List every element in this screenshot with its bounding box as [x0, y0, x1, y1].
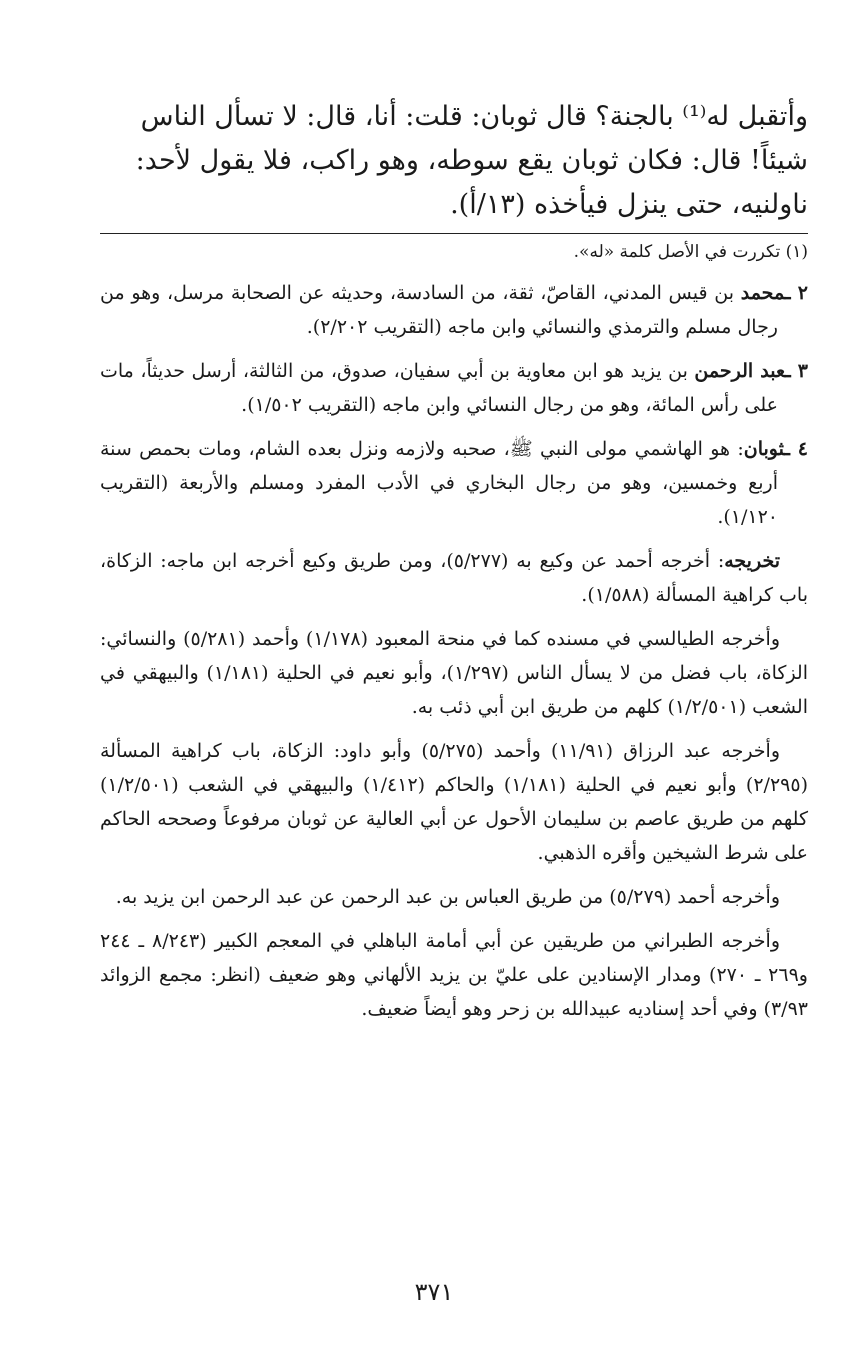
note-label: ثوبان: [743, 438, 785, 460]
note-item: [100, 354, 808, 422]
takhrij-paragraph: [100, 544, 808, 612]
book-page: [100, 95, 808, 1316]
footnote: (١) تكررت في الأصل كلمة «له».: [573, 242, 808, 262]
note-number: ٢ ـ: [784, 282, 808, 304]
note-item: [100, 276, 808, 344]
takhrij-text: وأخرجه أحمد (٥/٢٧٩) من طريق العباس بن عبد الرحمن عن عبد الرحمن ابن يزيد به.: [115, 886, 780, 908]
main-text-line: وأتقبل له⁽¹⁾ بالجنة؟ قال ثوبان: قلت: أنا، قال: لا تسأل الناس: [140, 101, 808, 132]
main-text: [100, 95, 808, 227]
takhrij-text: وأخرجه عبد الرزاق (١١/٩١) وأحمد (٥/٢٧٥) وأبو داود: الزكاة، باب كراهية المسألة (٢/٢٩٥) وأبو نعيم في الحلية (١/١٨١) والحاكم (١/٤١٢) والبيهقي في الشعب (١/٢/٥٠١) كلهم من طريق عاصم بن سليمان الأحول عن أبي العالية عن ثوبان مرفوعاً وصححه الحاكم على شرط الشيخين وأقره الذهبي.: [100, 740, 808, 864]
note-text: بن قيس المدني، القاصّ، ثقة، من السادسة، وحديثه عن الصحابة مرسل، وهو من رجال مسلم والترمذي والنسائي وابن ماجه (التقريب ٢/٢٠٢).: [100, 282, 778, 338]
main-text-line: ناولنيه، حتى ينزل فيأخذه (١٣/أ).: [450, 189, 808, 220]
takhrij-paragraph: [100, 880, 808, 914]
takhrij-paragraph: [100, 734, 808, 870]
note-label: عبد الرحمن: [694, 360, 786, 382]
footnote-divider: [100, 233, 808, 234]
main-text-line: شيئاً! قال: فكان ثوبان يقع سوطه، وهو راكب، فلا يقول لأحد:: [135, 145, 808, 176]
takhrij-paragraph: [100, 924, 808, 1026]
takhrij-label: تخريجه: [724, 550, 780, 572]
page-number: ٣٧١: [414, 1278, 454, 1306]
takhrij-text: وأخرجه الطبراني من طريقين عن أبي أمامة الباهلي في المعجم الكبير (٨/٢٤٣ ـ ٢٤٤ و٢٦٩ ـ ٢٧٠) ومدار الإسنادين على عليّ بن يزيد الألهاني وهو ضعيف (انظر: مجمع الزوائد ٣/٩٣) وفي أحد إسناديه عبيدالله بن زحر وهو أيضاً ضعيف.: [100, 930, 808, 1020]
takhrij-text: : أخرجه أحمد عن وكيع به (٥/٢٧٧)، ومن طريق وكيع أخرجه ابن ماجه: الزكاة، باب كراهية المسألة (١/٥٨٨).: [100, 550, 808, 606]
note-text: : هو الهاشمي مولى النبي ﷺ، صحبه ولازمه ونزل بعده الشام، ومات بحمص سنة أربع وخمسين، وهو من رجال البخاري في الأدب المفرد ومسلم والأربعة (التقريب ١/١٢٠).: [100, 438, 778, 528]
note-item: [100, 432, 808, 534]
note-text: بن يزيد هو ابن معاوية بن أبي سفيان، صدوق، من الثالثة، أرسل حديثاً، مات على رأس المائة، وهو من رجال النسائي وابن ماجه (التقريب ١/٥٠٢).: [100, 360, 778, 416]
note-label: محمد: [740, 282, 785, 304]
takhrij-paragraph: [100, 622, 808, 724]
takhrij-text: وأخرجه الطيالسي في مسنده كما في منحة المعبود (١/١٧٨) وأحمد (٥/٢٨١) والنسائي: الزكاة، باب فضل من لا يسأل الناس (١/٢٩٧)، وأبو نعيم في الحلية (١/١٨١) والبيهقي في الشعب (١/٢/٥٠١) كلهم من طريق ابن أبي ذئب به.: [100, 628, 809, 718]
note-number: ٤ ـ: [784, 438, 808, 460]
note-number: ٣ ـ: [785, 360, 808, 382]
